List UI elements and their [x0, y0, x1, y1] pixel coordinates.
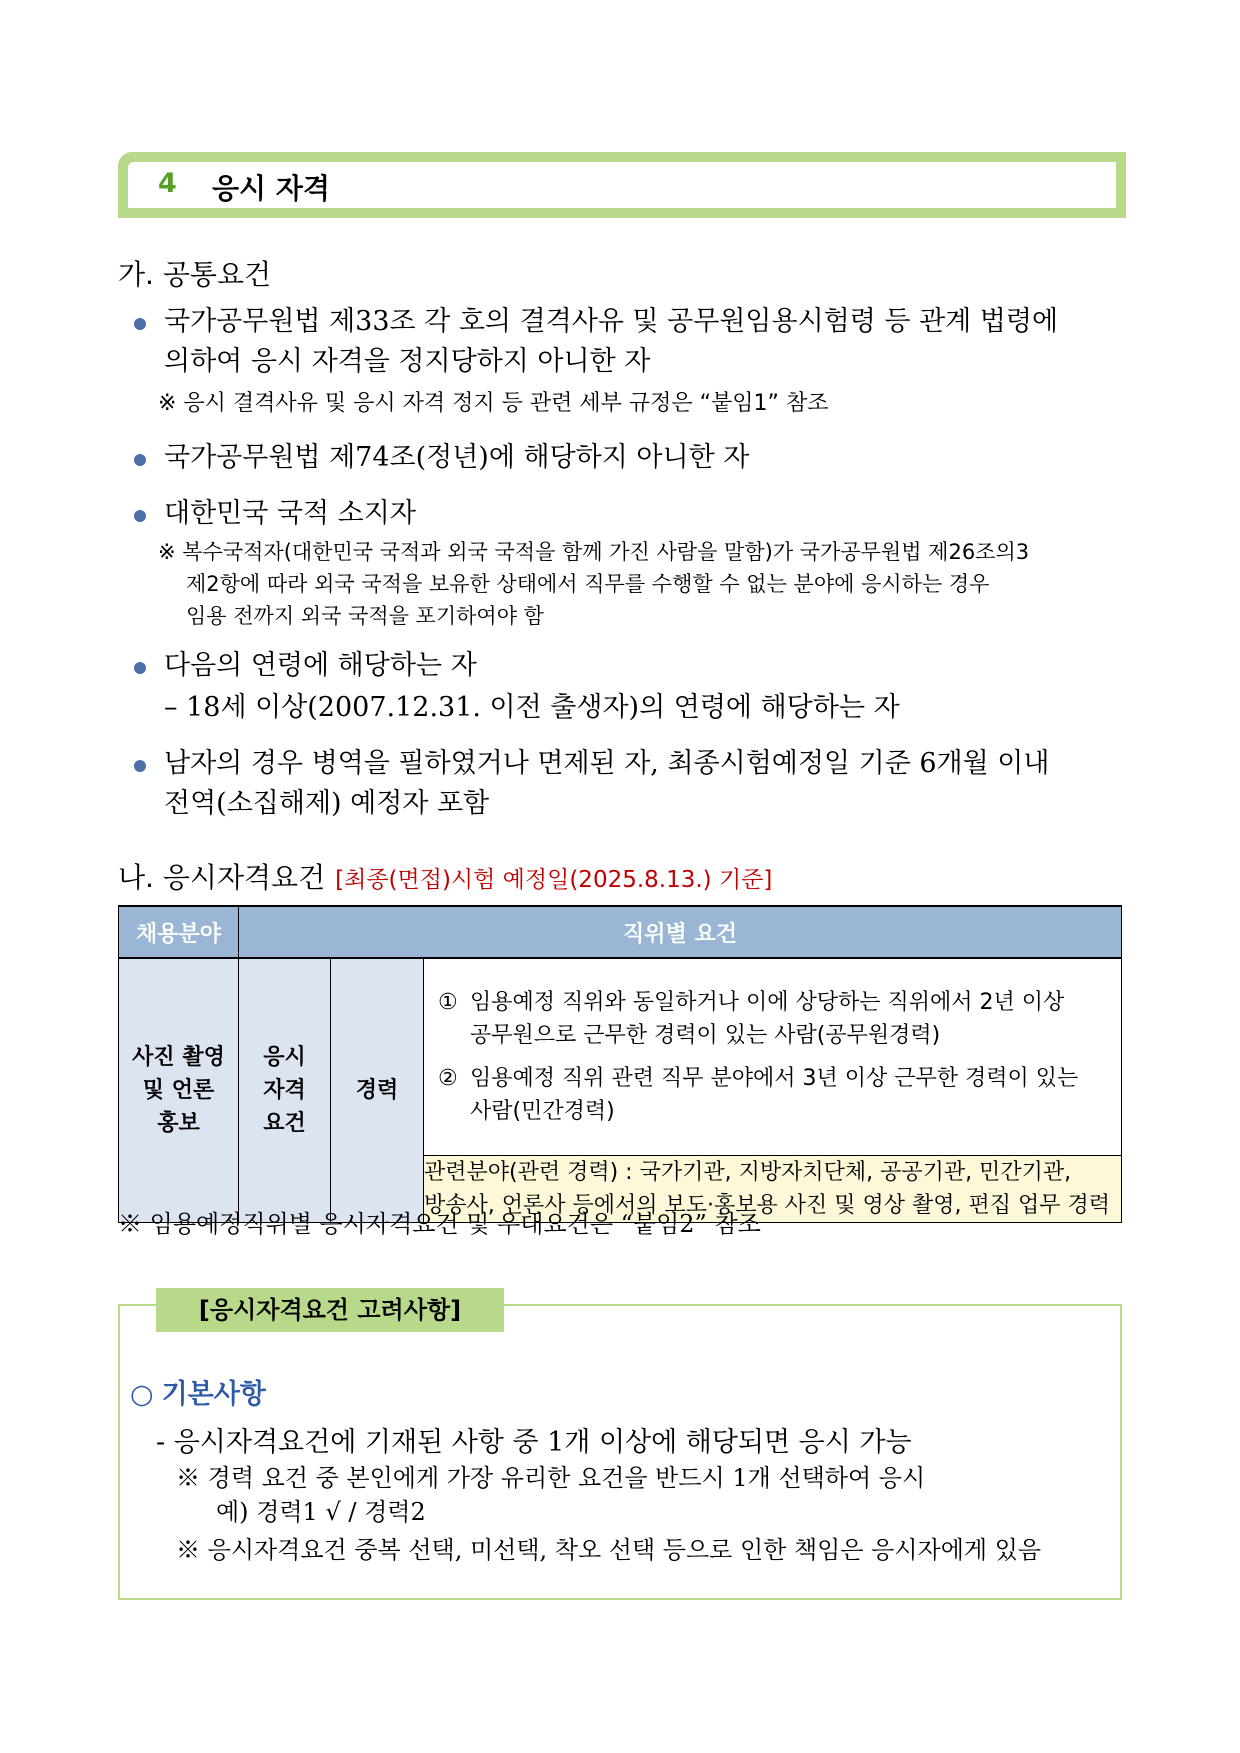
bullet-dot-icon	[134, 318, 146, 330]
common-item-4-sub: – 18세 이상(2007.12.31. 이전 출생자)의 연령에 해당하는 자	[164, 692, 900, 723]
header-requirements: 직위별 요건	[239, 906, 1122, 958]
section-header	[118, 152, 1126, 218]
common-note-3b: 제2항에 따라 외국 국적을 보유한 상태에서 직무를 수행할 수 없는 분야에 응시하는 경우	[186, 572, 990, 596]
table-note: ※ 임용예정직위별 응시자격요건 및 우대요건은 “붙임2” 참조	[118, 1210, 761, 1238]
section-number: 4	[158, 168, 177, 199]
basic-line-2: ※ 경력 요건 중 본인에게 가장 유리한 요건을 반드시 1개 선택하여 응시	[176, 1464, 926, 1492]
header-field: 채용분야	[119, 906, 239, 958]
common-note-3a: ※ 복수국적자(대한민국 국적과 외국 국적을 함께 가진 사람을 말함)가 국가공무원법 제26조의3	[158, 540, 1030, 564]
bullet-dot-icon	[134, 662, 146, 674]
common-item-5: 남자의 경우 병역을 필하였거나 면제된 자, 최종시험예정일 기준 6개월 이내 전역(소집해제) 예정자 포함	[134, 744, 1124, 824]
qualification-table	[118, 905, 1122, 1223]
basic-line-4: ※ 응시자격요건 중복 선택, 미선택, 착오 선택 등으로 인한 책임은 응시자에게 있음	[176, 1536, 1042, 1564]
common-note-3c: 임용 전까지 외국 국적을 포기하여야 함	[186, 604, 544, 628]
basic-line-3: 예) 경력1 √ / 경력2	[216, 1498, 426, 1526]
related-field-cell: 관련분야(관련 경력) : 국가기관, 지방자치단체, 공공기관, 민간기관, 방송사, 언론사 등에서의 보도·홍보용 사진 및 영상 촬영, 편집 업무 경력	[424, 1156, 1122, 1223]
qualification-heading: 나. 응시자격요건 [최종(면접)시험 예정일(2025.8.13.) 기준]	[118, 861, 773, 894]
kind-cell: 경력	[331, 958, 424, 1223]
circle-icon: ○	[130, 1379, 154, 1410]
requirement-item-2: ② 임용예정 직위 관련 직무 분야에서 3년 이상 근무한 경력이 있는 사람(민간경력)	[438, 1066, 1079, 1124]
considerations-label: [응시자격요건 고려사항]	[156, 1288, 504, 1332]
common-item-1: 국가공무원법 제33조 각 호의 결격사유 및 공무원임용시험령 등 관계 법령에 의하여 응시 자격을 정지당하지 아니한 자	[134, 302, 1124, 382]
common-note-1: ※ 응시 결격사유 및 응시 자격 정지 등 관련 세부 규정은 “붙임1” 참조	[158, 391, 829, 416]
common-item-4: 다음의 연령에 해당하는 자	[134, 646, 1124, 686]
common-item-2: 국가공무원법 제74조(정년)에 해당하지 아니한 자	[134, 438, 1124, 478]
basic-heading: ○ 기본사항	[130, 1379, 266, 1410]
common-heading: 가. 공통요건	[118, 258, 272, 291]
qualification-heading-note: [최종(면접)시험 예정일(2025.8.13.) 기준]	[335, 867, 773, 893]
requirement-item-1: ① 임용예정 직위와 동일하거나 이에 상당하는 직위에서 2년 이상 공무원으로 근무한 경력이 있는 사람(공무원경력)	[438, 990, 1065, 1048]
requirement-items-cell	[424, 958, 1122, 1156]
field-cell: 사진 촬영 및 언론 홍보	[119, 958, 239, 1223]
common-item-3: 대한민국 국적 소지자	[134, 494, 1124, 534]
section-title: 응시 자격	[212, 172, 330, 205]
bullet-dot-icon	[134, 510, 146, 522]
basic-line-1: - 응시자격요건에 기재된 사항 중 1개 이상에 해당되면 응시 가능	[156, 1427, 912, 1458]
bullet-dot-icon	[134, 760, 146, 772]
type-cell: 응시 자격 요건	[239, 958, 331, 1223]
bullet-dot-icon	[134, 454, 146, 466]
